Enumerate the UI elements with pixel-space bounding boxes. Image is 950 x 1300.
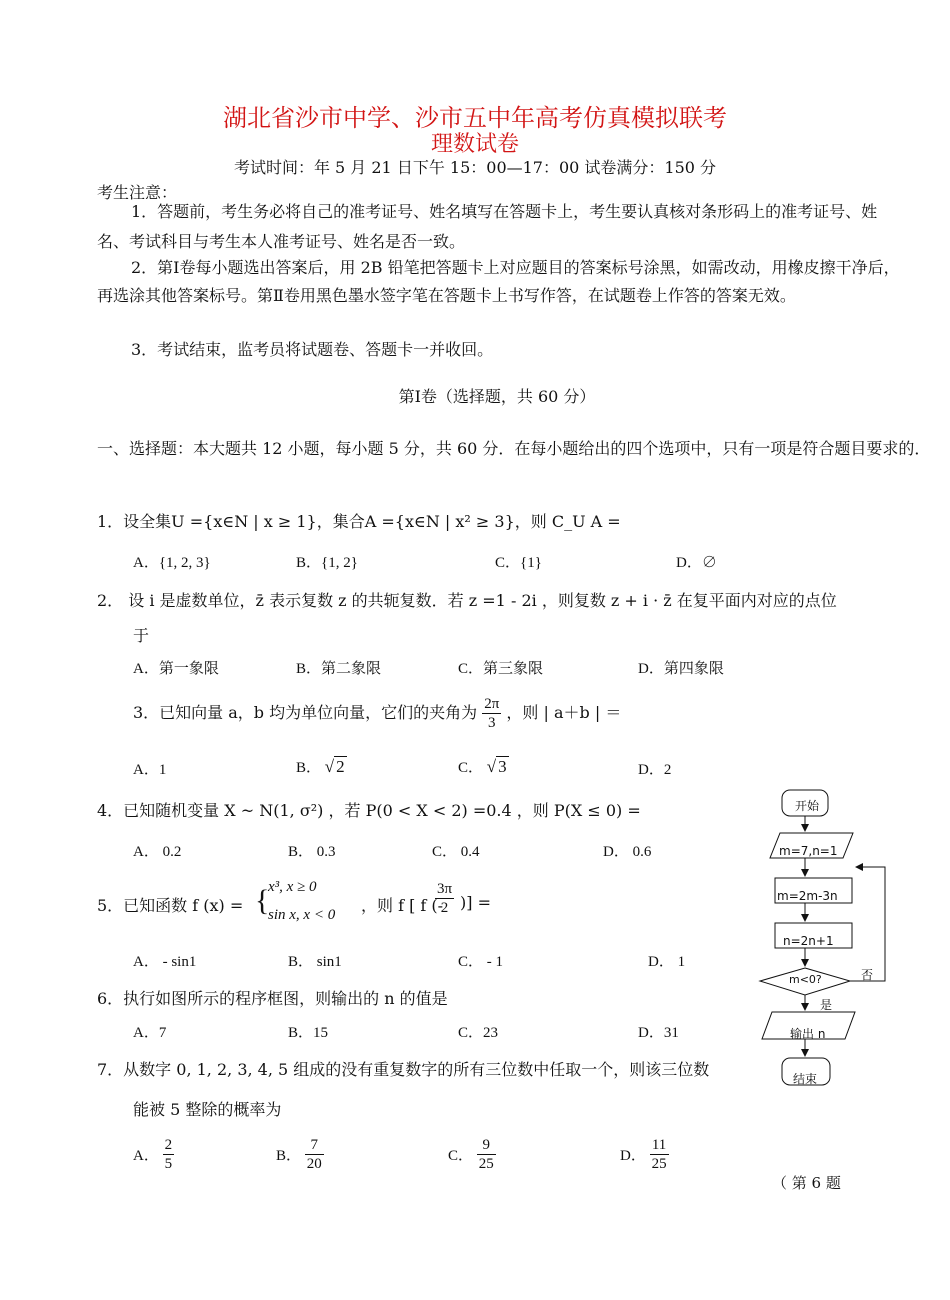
q7-option-b [276, 1136, 324, 1173]
q1-option-a: A．{1, 2, 3} [133, 555, 211, 571]
q7-option-d-fraction [650, 1136, 669, 1173]
q7-option-a-label: A． [133, 1148, 159, 1164]
q7-stem-line1: 7．从数字 0, 1, 2, 3, 4, 5 组成的没有重复数字的所有三位数中任取一个，则该三位数 [97, 1060, 710, 1079]
q3-frac-den: 3 [488, 715, 496, 731]
q5-case-2: sin x, x < 0 [268, 907, 336, 923]
q3-option-c [458, 756, 509, 777]
q4-option-c: C． 0.4 [432, 844, 480, 860]
q2-option-c: C．第三象限 [458, 661, 544, 677]
q7-stem-line2: 能被 5 整除的概率为 [133, 1100, 282, 1119]
q5-option-a: A． - sin1 [133, 954, 197, 970]
q7-option-c [448, 1136, 496, 1173]
notice-item-1: 1．答题前，考生务必将自己的准考证号、姓名填写在答题卡上，考生要认真核对条形码上的准考证号、姓名、考试科目与考生本人准考证号、姓名是否一致。 [97, 202, 878, 251]
flowchart-caption: （ 第 6 题 [772, 1174, 841, 1192]
q3-option-c-label: C． [458, 760, 484, 776]
q2-option-a: A．第一象限 [133, 661, 219, 677]
q6-option-c: C．23 [458, 1025, 499, 1041]
q3-option-b-sqrt: √ 2 [324, 757, 345, 776]
q7-option-b-num: 7 [305, 1136, 324, 1155]
q2-stem-line1: 2． 设 i 是虚数单位，z̄ 表示复数 z 的共轭复数．若 z =1 - 2i ，则复数 z + i · z̄ 在复平面内对应的点位 [97, 591, 837, 610]
q6-stem: 6．执行如图所示的程序框图，则输出的 n 的值是 [97, 989, 448, 1008]
notice-heading: 考生注意： [97, 183, 178, 202]
q1-option-c: C．{1} [495, 555, 542, 571]
q5-stem-c: )] = [460, 893, 491, 912]
q7-option-c-den: 25 [478, 1156, 494, 1172]
q7-option-d-label: D． [620, 1148, 646, 1164]
q5-stem-a: 5．已知函数 f (x) = [97, 896, 244, 915]
q5-option-c: C． - 1 [458, 954, 504, 970]
exam-time-info: 考试时间：年 5 月 21 日下午 15：00—17：00 试卷满分：150 分 [233, 158, 717, 177]
q7-option-b-fraction [305, 1136, 324, 1173]
q3-angle-fraction [482, 695, 501, 732]
q5-option-b: B． sin1 [288, 954, 342, 970]
q6-option-b: B．15 [288, 1025, 329, 1041]
q4-option-d: D． 0.6 [603, 844, 652, 860]
q5-frac-num: 3π [437, 881, 453, 897]
q4-option-b: B． 0.3 [288, 844, 336, 860]
q3-option-a: A．1 [133, 762, 167, 778]
section-title: 第Ⅰ卷（选择题，共 60 分） [398, 387, 596, 406]
q7-option-b-den: 20 [306, 1156, 322, 1172]
flowchart-loop-arrow [850, 867, 885, 981]
q7-option-c-num: 9 [477, 1136, 496, 1155]
flowchart-init-label: m=7,n=1 [779, 844, 838, 858]
flowchart-no-label: 否 [861, 968, 874, 982]
flowchart-start-label: 开始 [795, 799, 820, 813]
q7-option-c-fraction [477, 1136, 496, 1173]
q1-option-b: B．{1, 2} [296, 555, 358, 571]
q3-stem [133, 692, 621, 734]
q1-option-d: D．∅ [676, 555, 717, 571]
q5-stem-b: ，则 f [ f (- [361, 896, 444, 915]
flowchart-step2-label: n=2n+1 [783, 934, 834, 948]
q7-option-d-num: 11 [650, 1136, 669, 1155]
q5-case-1: x³, x ≥ 0 [268, 879, 317, 895]
q6-option-d: D．31 [638, 1025, 679, 1041]
flowchart-output-label: 输出 n [790, 1027, 826, 1041]
notice-item-2: 2．第Ⅰ卷每小题选出答案后，用 2B 铅笔把答题卡上对应题目的答案标号涂黑，如需改动，用橡皮擦干净后，再选涂其他答案标号。第Ⅱ卷用黑色墨水签字笔在答题卡上书写作答，在试题卷上作答的答案无效。 [97, 258, 900, 305]
q5-brace: { [255, 884, 270, 917]
q3-stem-a: 3．已知向量 a，b 均为单位向量，它们的夹角为 [133, 703, 478, 722]
flowchart-end-label: 结束 [793, 1072, 818, 1086]
q7-option-a-fraction [163, 1136, 175, 1173]
q3-option-b [296, 756, 347, 777]
q3-option-b-radicand: 2 [336, 757, 345, 776]
q5-fraction [435, 880, 454, 917]
q5-option-d: D． 1 [648, 954, 686, 970]
q2-option-b: B．第二象限 [296, 661, 382, 677]
flowchart-step1-label: m=2m-3n [777, 889, 838, 903]
notice-item-3: 3．考试结束，监考员将试题卷、答题卡一并收回。 [131, 340, 494, 359]
q7-option-a [133, 1136, 174, 1173]
q3-option-d: D．2 [638, 762, 672, 778]
q3-option-c-sqrt: √ 3 [486, 757, 507, 776]
q1-stem: 1．设全集U ={x∈N | x ≥ 1}，集合A ={x∈N | x² ≥ 3}，则 C_U A = [97, 512, 621, 531]
section-instruction: 一、选择题：本大题共 12 小题，每小题 5 分，共 60 分．在每小题给出的四个选项中，只有一项是符合题目要求的． [97, 439, 931, 458]
q3-stem-b: ，则 | a＋b | ＝ [506, 703, 622, 722]
exam-title: 湖北省沙市中学、沙市五中年高考仿真模拟联考 [223, 104, 727, 132]
q6-option-a: A．7 [133, 1025, 167, 1041]
q7-option-a-num: 2 [164, 1137, 173, 1153]
q2-stem-line2: 于 [133, 626, 150, 645]
q3-option-b-label: B． [296, 760, 322, 776]
q7-option-d-den: 25 [651, 1156, 667, 1172]
q7-option-b-label: B． [276, 1148, 302, 1164]
q2-option-d: D．第四象限 [638, 661, 724, 677]
q3-option-c-radicand: 3 [498, 757, 507, 776]
flowchart-condition-label: m<0? [789, 973, 822, 986]
q3-frac-num: 2π [484, 696, 500, 712]
q5-frac-den: 2 [440, 900, 449, 916]
flowchart-yes-label: 是 [820, 998, 833, 1012]
q7-option-d [620, 1136, 669, 1173]
q4-option-a: A． 0.2 [133, 844, 182, 860]
q7-option-c-label: C． [448, 1148, 474, 1164]
exam-subtitle: 理数试卷 [430, 132, 519, 157]
q7-option-a-den: 5 [164, 1156, 173, 1172]
q4-stem: 4．已知随机变量 X ~ N(1, σ²) ，若 P(0 < X < 2) =0.4 ，则 P(X ≤ 0) = [97, 801, 641, 820]
